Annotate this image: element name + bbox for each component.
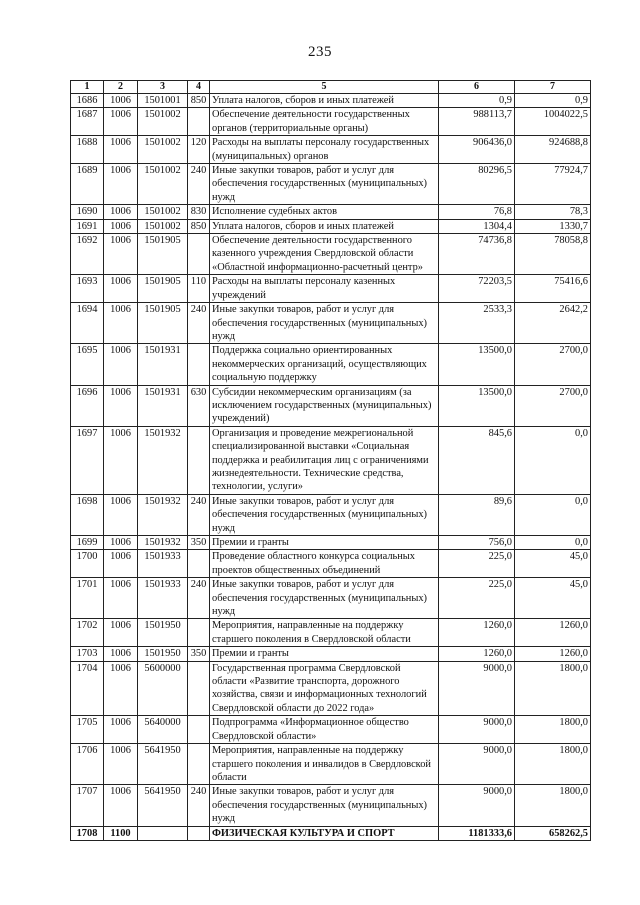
amount-col7-cell: 78058,8 [515,234,591,275]
table-row [71,205,591,219]
section-code-cell: 1006 [104,647,138,661]
target-code-cell: 1501931 [138,344,188,385]
row-number-cell: 1698 [71,494,104,535]
target-code-cell: 5641950 [138,785,188,826]
amount-col6-cell: 13500,0 [439,344,515,385]
amount-col7-cell: 1800,0 [515,744,591,785]
target-code-cell: 1501905 [138,303,188,344]
amount-col6-cell: 1304,4 [439,219,515,233]
section-code-cell: 1006 [104,205,138,219]
row-number-cell: 1701 [71,578,104,619]
section-code-cell: 1006 [104,426,138,494]
section-code-cell: 1006 [104,716,138,744]
section-code-cell: 1006 [104,136,138,164]
expense-type-cell: 240 [188,303,210,344]
row-number-cell: 1690 [71,205,104,219]
amount-col7-cell: 1004022,5 [515,108,591,136]
expense-type-cell: 850 [188,94,210,108]
amount-col7-cell: 0,9 [515,94,591,108]
expense-type-cell: 350 [188,536,210,550]
amount-col7-cell: 2642,2 [515,303,591,344]
target-code-cell: 1501932 [138,494,188,535]
target-code-cell: 1501933 [138,578,188,619]
amount-col6-cell: 9000,0 [439,744,515,785]
table-row [71,661,591,716]
table-row [71,647,591,661]
amount-col6-cell: 1260,0 [439,619,515,647]
table-row [71,94,591,108]
amount-col6-cell: 225,0 [439,550,515,578]
expense-type-cell: 240 [188,164,210,205]
amount-col7-cell: 2700,0 [515,385,591,426]
expense-type-cell [188,550,210,578]
table-row [71,578,591,619]
amount-col7-cell: 45,0 [515,578,591,619]
amount-col7-cell: 2700,0 [515,344,591,385]
section-code-cell: 1006 [104,550,138,578]
description-cell: Обеспечение деятельности государственного казенного учреждения Свердловской области «Областной информационно-расчетный центр» [210,234,439,275]
table-row [71,744,591,785]
description-cell: Проведение областного конкурса социальных проектов общественных объединений [210,550,439,578]
section-code-cell: 1006 [104,578,138,619]
description-cell: Уплата налогов, сборов и иных платежей [210,219,439,233]
header-col-6: 6 [439,81,515,94]
amount-col6-cell: 906436,0 [439,136,515,164]
expense-type-cell: 630 [188,385,210,426]
expense-type-cell: 120 [188,136,210,164]
expense-type-cell: 830 [188,205,210,219]
expense-type-cell [188,619,210,647]
target-code-cell: 1501002 [138,219,188,233]
description-cell: Организация и проведение межрегиональной специализированной выставки «Социальная поддержка и реабилитация лиц с ограничениями жизнедеятельности. Технические средства, технологии, услуги» [210,426,439,494]
section-code-cell: 1006 [104,164,138,205]
amount-col6-cell: 9000,0 [439,661,515,716]
page-number: 235 [308,44,332,60]
table-row [71,785,591,826]
section-code-cell: 1006 [104,344,138,385]
description-cell: Субсидии некоммерческим организациям (за исключением государственных (муниципальных) учреждений) [210,385,439,426]
amount-col6-cell: 9000,0 [439,716,515,744]
target-code-cell: 1501933 [138,550,188,578]
description-cell: Иные закупки товаров, работ и услуг для обеспечения государственных (муниципальных) нужд [210,164,439,205]
target-code-cell: 5600000 [138,661,188,716]
amount-col7-cell: 0,0 [515,426,591,494]
amount-col6-cell: 845,6 [439,426,515,494]
row-number-cell: 1693 [71,275,104,303]
header-col-4: 4 [188,81,210,94]
row-number-cell: 1689 [71,164,104,205]
expense-type-cell [188,234,210,275]
section-code-cell: 1006 [104,494,138,535]
amount-col6-cell: 988113,7 [439,108,515,136]
header-col-2: 2 [104,81,138,94]
target-code-cell: 1501905 [138,234,188,275]
section-code-cell: 1006 [104,785,138,826]
target-code-cell: 1501002 [138,164,188,205]
description-cell: Расходы на выплаты персоналу государственных (муниципальных) органов [210,136,439,164]
section-code-cell: 1006 [104,108,138,136]
table-row [71,536,591,550]
table-row [71,619,591,647]
table-row [71,303,591,344]
target-code-cell: 1501932 [138,536,188,550]
table-row [71,826,591,840]
header-col-3: 3 [138,81,188,94]
amount-col6-cell: 76,8 [439,205,515,219]
header-row [71,81,591,94]
amount-col7-cell: 1800,0 [515,661,591,716]
expense-type-cell: 240 [188,494,210,535]
description-cell: ФИЗИЧЕСКАЯ КУЛЬТУРА И СПОРТ [210,826,439,840]
amount-col7-cell: 75416,6 [515,275,591,303]
amount-col6-cell: 0,9 [439,94,515,108]
table-row [71,385,591,426]
header-col-5: 5 [210,81,439,94]
expense-type-cell [188,826,210,840]
expense-type-cell: 240 [188,785,210,826]
amount-col7-cell: 658262,5 [515,826,591,840]
row-number-cell: 1686 [71,94,104,108]
row-number-cell: 1706 [71,744,104,785]
expense-type-cell [188,716,210,744]
description-cell: Подпрограмма «Информационное общество Свердловской области» [210,716,439,744]
description-cell: Уплата налогов, сборов и иных платежей [210,94,439,108]
section-code-cell: 1006 [104,303,138,344]
section-code-cell: 1006 [104,219,138,233]
row-number-cell: 1697 [71,426,104,494]
table-row [71,550,591,578]
target-code-cell [138,826,188,840]
header-col-1: 1 [71,81,104,94]
expense-type-cell [188,108,210,136]
description-cell: Государственная программа Свердловской области «Развитие транспорта, дорожного хозяйства, связи и информационных технологий Свердловской области до 2022 года» [210,661,439,716]
target-code-cell: 5641950 [138,744,188,785]
expense-type-cell [188,744,210,785]
row-number-cell: 1695 [71,344,104,385]
description-cell: Иные закупки товаров, работ и услуг для обеспечения государственных (муниципальных) нужд [210,785,439,826]
table-row [71,716,591,744]
amount-col6-cell: 1181333,6 [439,826,515,840]
row-number-cell: 1688 [71,136,104,164]
row-number-cell: 1699 [71,536,104,550]
expense-type-cell [188,344,210,385]
expense-type-cell: 850 [188,219,210,233]
row-number-cell: 1694 [71,303,104,344]
target-code-cell: 1501002 [138,136,188,164]
amount-col6-cell: 2533,3 [439,303,515,344]
amount-col6-cell: 72203,5 [439,275,515,303]
expense-type-cell [188,426,210,494]
amount-col7-cell: 924688,8 [515,136,591,164]
table-row [71,344,591,385]
section-code-cell: 1006 [104,536,138,550]
row-number-cell: 1707 [71,785,104,826]
amount-col7-cell: 1800,0 [515,716,591,744]
target-code-cell: 1501931 [138,385,188,426]
amount-col7-cell: 1330,7 [515,219,591,233]
budget-table [70,80,591,841]
amount-col6-cell: 756,0 [439,536,515,550]
amount-col7-cell: 77924,7 [515,164,591,205]
row-number-cell: 1704 [71,661,104,716]
header-col-7: 7 [515,81,591,94]
amount-col7-cell: 0,0 [515,536,591,550]
table-row [71,136,591,164]
target-code-cell: 1501950 [138,619,188,647]
row-number-cell: 1703 [71,647,104,661]
amount-col6-cell: 9000,0 [439,785,515,826]
target-code-cell: 1501905 [138,275,188,303]
description-cell: Мероприятия, направленные на поддержку старшего поколения в Свердловской области [210,619,439,647]
amount-col6-cell: 225,0 [439,578,515,619]
table-row [71,164,591,205]
target-code-cell: 1501950 [138,647,188,661]
amount-col7-cell: 1800,0 [515,785,591,826]
table-row [71,108,591,136]
table-row [71,275,591,303]
description-cell: Иные закупки товаров, работ и услуг для обеспечения государственных (муниципальных) нужд [210,303,439,344]
description-cell: Премии и гранты [210,647,439,661]
description-cell: Поддержка социально ориентированных некоммерческих организаций, осуществляющих социальную поддержку [210,344,439,385]
amount-col6-cell: 89,6 [439,494,515,535]
table-row [71,234,591,275]
row-number-cell: 1692 [71,234,104,275]
row-number-cell: 1687 [71,108,104,136]
amount-col7-cell: 45,0 [515,550,591,578]
target-code-cell: 1501002 [138,108,188,136]
expense-type-cell: 240 [188,578,210,619]
amount-col6-cell: 80296,5 [439,164,515,205]
table-row [71,494,591,535]
amount-col7-cell: 78,3 [515,205,591,219]
section-code-cell: 1006 [104,661,138,716]
amount-col6-cell: 1260,0 [439,647,515,661]
description-cell: Иные закупки товаров, работ и услуг для обеспечения государственных (муниципальных) нужд [210,578,439,619]
section-code-cell: 1100 [104,826,138,840]
target-code-cell: 5640000 [138,716,188,744]
section-code-cell: 1006 [104,234,138,275]
amount-col7-cell: 0,0 [515,494,591,535]
row-number-cell: 1702 [71,619,104,647]
description-cell: Расходы на выплаты персоналу казенных учреждений [210,275,439,303]
expense-type-cell [188,661,210,716]
amount-col6-cell: 13500,0 [439,385,515,426]
section-code-cell: 1006 [104,744,138,785]
amount-col7-cell: 1260,0 [515,647,591,661]
row-number-cell: 1708 [71,826,104,840]
expense-type-cell: 350 [188,647,210,661]
target-code-cell: 1501932 [138,426,188,494]
table-row [71,219,591,233]
table-body [71,94,591,841]
target-code-cell: 1501001 [138,94,188,108]
description-cell: Обеспечение деятельности государственных органов (территориальные органы) [210,108,439,136]
target-code-cell: 1501002 [138,205,188,219]
description-cell: Исполнение судебных актов [210,205,439,219]
description-cell: Иные закупки товаров, работ и услуг для обеспечения государственных (муниципальных) нужд [210,494,439,535]
expense-type-cell: 110 [188,275,210,303]
table-row [71,426,591,494]
section-code-cell: 1006 [104,385,138,426]
description-cell: Мероприятия, направленные на поддержку старшего поколения и инвалидов в Свердловской области [210,744,439,785]
row-number-cell: 1691 [71,219,104,233]
amount-col6-cell: 74736,8 [439,234,515,275]
section-code-cell: 1006 [104,94,138,108]
description-cell: Премии и гранты [210,536,439,550]
section-code-cell: 1006 [104,619,138,647]
row-number-cell: 1696 [71,385,104,426]
row-number-cell: 1705 [71,716,104,744]
row-number-cell: 1700 [71,550,104,578]
section-code-cell: 1006 [104,275,138,303]
amount-col7-cell: 1260,0 [515,619,591,647]
